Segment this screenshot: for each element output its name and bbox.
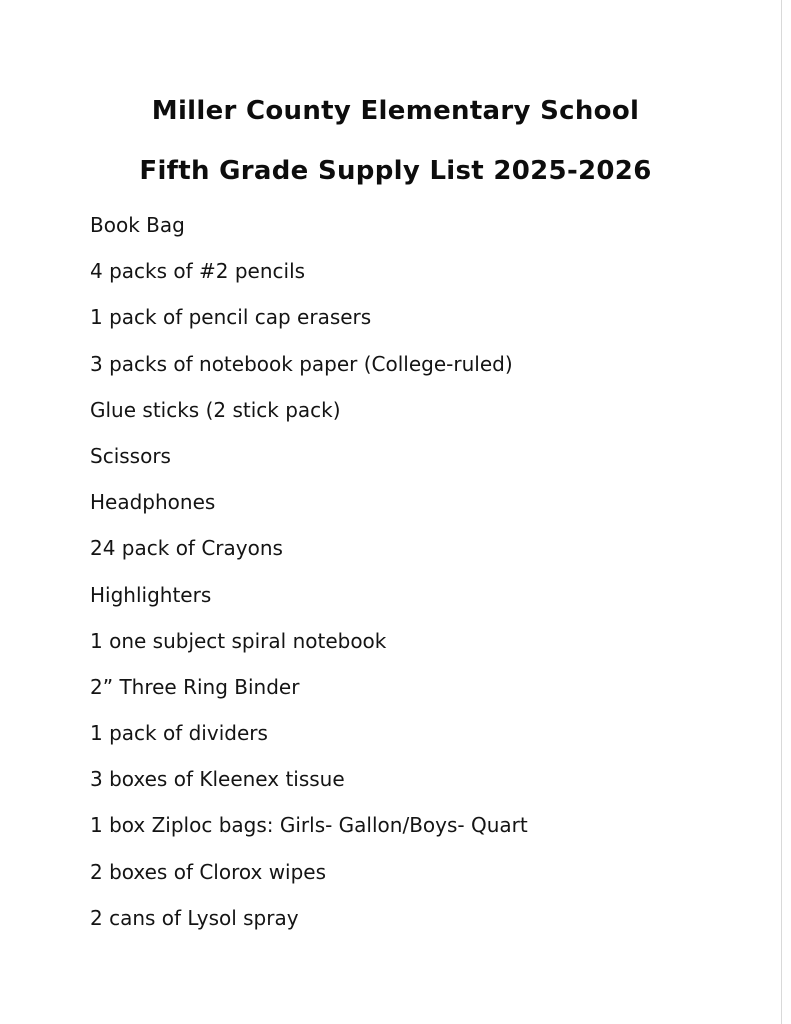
supply-item: Scissors	[90, 443, 171, 468]
supply-list-title: Fifth Grade Supply List 2025-2026	[139, 156, 652, 186]
supply-item: 4 packs of #2 pencils	[90, 259, 306, 284]
scan-edge-line	[781, 0, 782, 1024]
supply-item: 2 boxes of Clorox wipes	[90, 859, 327, 884]
supply-item: 2 cans of Lysol spray	[90, 905, 299, 930]
supply-item: 3 packs of notebook paper (College-ruled)	[90, 351, 513, 376]
supply-item: 1 box Ziploc bags: Girls- Gallon/Boys- Quart	[90, 813, 528, 838]
supply-item: 24 pack of Crayons	[90, 536, 283, 561]
school-name-heading: Miller County Elementary School	[151, 96, 640, 126]
supply-item: Glue sticks (2 stick pack)	[90, 397, 341, 422]
supply-item: Book Bag	[90, 213, 185, 237]
supply-list	[90, 209, 528, 948]
supply-item: 3 boxes of Kleenex tissue	[90, 767, 345, 792]
supply-item: 1 one subject spiral notebook	[90, 628, 387, 653]
supply-item: 1 pack of pencil cap erasers	[90, 305, 372, 330]
supply-item: 2” Three Ring Binder	[90, 674, 300, 699]
supply-item: Highlighters	[90, 582, 212, 607]
supply-item: Headphones	[90, 490, 216, 515]
supply-item: 1 pack of dividers	[90, 721, 268, 746]
